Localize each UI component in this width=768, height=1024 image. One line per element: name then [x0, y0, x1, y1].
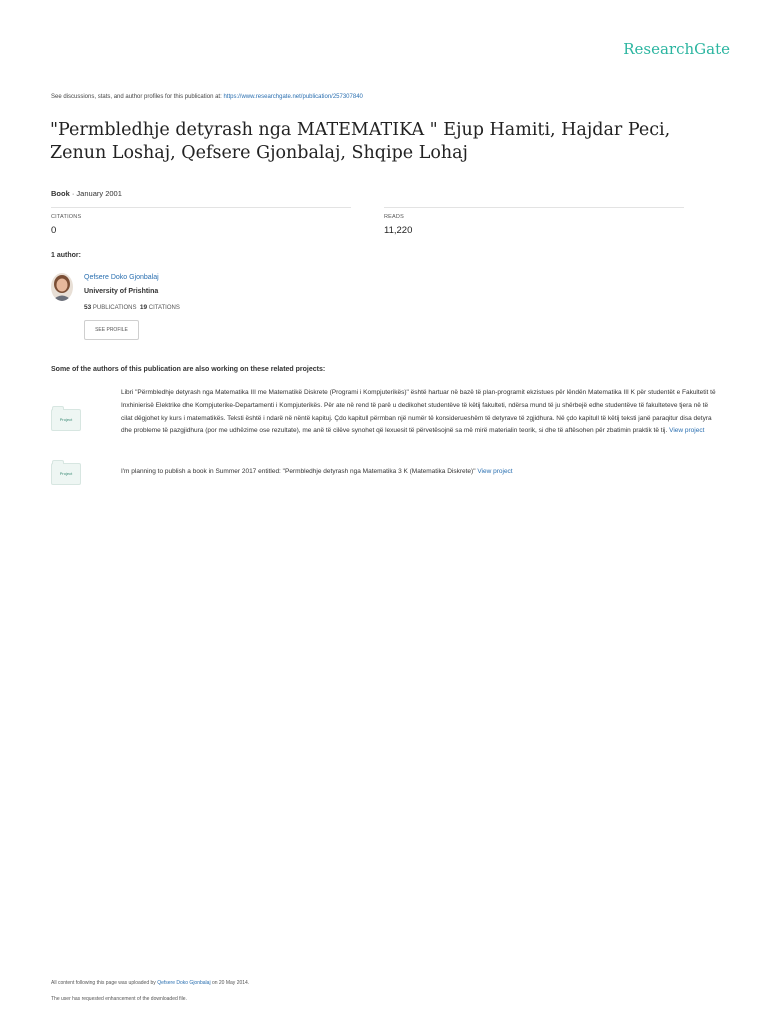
project-icon-label: Project	[59, 471, 73, 476]
reads-label: READS	[384, 214, 404, 220]
discussion-prefix: See discussions, stats, and author profiles for this publication at:	[51, 94, 224, 100]
see-profile-button[interactable]: SEE PROFILE	[84, 320, 139, 340]
reads-value: 11,220	[384, 225, 413, 236]
upload-note	[51, 980, 249, 986]
citations-label: CITATIONS	[51, 214, 82, 220]
author-name-link[interactable]: Qefsere Doko Gjonbalaj	[84, 274, 159, 281]
publication-date: · January 2001	[71, 189, 122, 198]
folder-tab-icon	[52, 406, 64, 410]
view-project-link[interactable]: View project	[477, 468, 513, 475]
publication-url-link[interactable]: https://www.researchgate.net/publication/257307840	[223, 94, 363, 100]
folder-tab-icon	[52, 460, 64, 464]
publication-meta	[51, 189, 122, 198]
upload-suffix: on 20 May 2014.	[210, 980, 250, 986]
enhancement-note: The user has requested enhancement of the downloaded file.	[51, 996, 187, 1002]
author-publications-label: PUBLICATIONS	[92, 305, 137, 311]
citations-value: 0	[51, 225, 57, 236]
author-publications-count: 53	[84, 304, 92, 311]
author-citations-count: 19	[139, 304, 148, 311]
project-icon[interactable]	[51, 463, 81, 485]
publication-title: "Permbledhje detyrash nga MATEMATIKA " Ejup Hamiti, Hajdar Peci, Zenun Loshaj, Qefsere Gjonbalaj, Shqipe Lohaj	[50, 120, 671, 163]
project-icon-label: Project	[59, 417, 73, 422]
upload-prefix: All content following this page was uploaded by	[51, 980, 158, 986]
author-stats	[84, 304, 180, 311]
author-avatar[interactable]	[51, 273, 73, 301]
project-icon[interactable]	[51, 409, 81, 431]
divider-reads	[384, 207, 684, 208]
project-description	[121, 387, 719, 438]
author-citations-label: CITATIONS	[148, 305, 180, 311]
researchgate-logo[interactable]: ResearchGate	[623, 40, 730, 58]
project-description-text: I'm planning to publish a book in Summer 2017 entitled: "Permbledhje detyrash nga Matematika 3 K (Matematika Diskrete)"	[121, 468, 476, 475]
discussion-line	[51, 94, 363, 100]
project-description-text: Libri "Përmbledhje detyrash nga Matematika III me Matematikë Diskrete (Programi i Kompjuterikës)" është hartuar në bazë të plan-programit ekzistues për lëndën Matematika III K për studentët e Fakultetit të Inxhinierisë Elektrike dhe Kompjuterike-Departamenti i Kompjuterikës. Për ate në rend të parë u dedikohet studentëve të këtij fakulteti, ndërsa mund të ju shërbejë edhe studentëve të fakulteteve tjera në të cilat dëgjohet ky kurs i matematikës. Teksti është i ndarë në nëntë kapituj. Çdo kapitull përmban një numër të konsiderueshëm të detyrave të zgjidhura. Në çdo kapitull të këtij teksti janë paraqitur disa detyra dhe probleme të pazgjidhura (por me udhëzime ose rezultate), me anë të cilëve synohet që lexuesit të përvetësojnë sa më mirë materialin teorik, si dhe të aftësohen për zbatimin praktik të tij.	[121, 389, 716, 435]
related-projects-heading: Some of the authors of this publication are also working on these related projects:	[51, 366, 326, 373]
uploader-link[interactable]: Qefsere Doko Gjonbalaj	[157, 980, 211, 986]
author-institution: University of Prishtina	[84, 288, 159, 295]
publication-type: Book	[51, 189, 70, 198]
divider-citations	[51, 207, 351, 208]
project-description	[121, 466, 719, 479]
author-photo-icon	[51, 273, 73, 301]
authors-heading: 1 author:	[51, 252, 81, 259]
view-project-link[interactable]: View project	[669, 427, 705, 435]
